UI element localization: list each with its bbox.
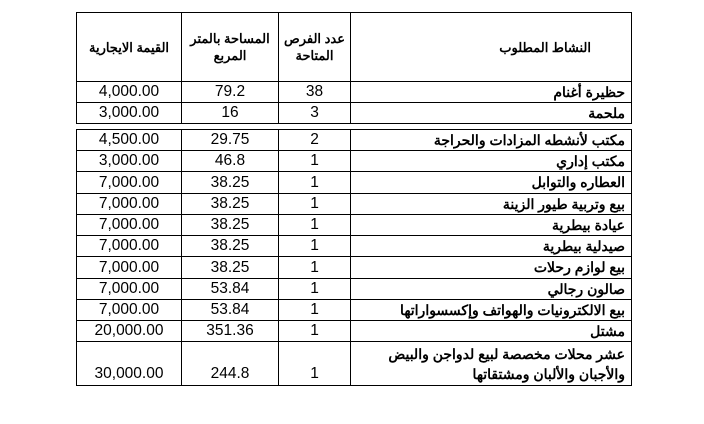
table-row <box>76 300 632 321</box>
count-cell: 1 <box>278 342 350 385</box>
rental-value-cell: 4,000.00 <box>98 83 160 100</box>
table-row <box>76 257 632 279</box>
activity-cell: مكتب لأنشطه المزادات والحراجة <box>350 130 631 150</box>
table-row <box>76 215 632 236</box>
table-row <box>76 194 632 215</box>
rental-value-cell: 7,000.00 <box>98 237 160 254</box>
rental-table <box>76 12 632 386</box>
table-row <box>76 342 632 386</box>
header-opportunities: عدد الفرص المتاحة <box>278 13 350 81</box>
activity-cell <box>350 342 631 385</box>
area-cell: 244.8 <box>181 342 278 385</box>
table-row <box>76 129 632 151</box>
rental-value-cell: 7,000.00 <box>98 216 160 233</box>
table-row <box>76 103 632 124</box>
table-row <box>76 82 632 103</box>
count-cell: 1 <box>278 300 350 320</box>
area-cell: 38.25 <box>181 172 278 193</box>
activity-cell: صيدلية بيطرية <box>350 236 631 256</box>
activity-cell: العطاره والتوابل <box>350 172 631 193</box>
table-row <box>76 151 632 172</box>
area-cell: 53.84 <box>181 300 278 320</box>
activity-cell: بيع وتربية طيور الزينة <box>350 194 631 214</box>
rental-value-cell: 7,000.00 <box>98 195 160 212</box>
table-header-row <box>76 12 632 82</box>
count-cell: 1 <box>278 151 350 171</box>
header-rental-value: القيمة الايجارية <box>88 39 170 55</box>
rental-value-cell: 7,000.00 <box>98 258 160 276</box>
rental-value-cell: 7,000.00 <box>98 280 160 297</box>
count-cell: 3 <box>278 103 350 123</box>
table-row <box>76 172 632 194</box>
area-cell: 79.2 <box>181 82 278 102</box>
header-activity: النشاط المطلوب <box>350 13 631 81</box>
activity-cell: حظيرة أغنام <box>350 82 631 102</box>
rental-value-cell: 3,000.00 <box>98 104 160 121</box>
rental-value-cell: 7,000.00 <box>98 173 160 191</box>
activity-cell: بيع الالكترونيات والهواتف وإكسسواراتها <box>350 300 631 320</box>
rental-value-cell: 7,000.00 <box>98 301 160 318</box>
area-cell: 53.84 <box>181 279 278 299</box>
rental-value-cell: 4,500.00 <box>98 131 160 148</box>
count-cell: 1 <box>278 321 350 341</box>
table-row <box>76 279 632 300</box>
count-cell: 1 <box>278 194 350 214</box>
activity-cell: مكتب إداري <box>350 151 631 171</box>
count-cell: 1 <box>278 257 350 278</box>
area-cell: 38.25 <box>181 236 278 256</box>
activity-cell: مشتل <box>350 321 631 341</box>
table-row <box>76 236 632 257</box>
rental-value-cell: 30,000.00 <box>94 365 164 382</box>
activity-cell: ملحمة <box>350 103 631 123</box>
count-cell: 1 <box>278 215 350 235</box>
count-cell: 1 <box>278 279 350 299</box>
area-cell: 29.75 <box>181 130 278 150</box>
area-cell: 38.25 <box>181 194 278 214</box>
area-cell: 351.36 <box>181 321 278 341</box>
activity-cell: صالون رجالي <box>350 279 631 299</box>
area-cell: 38.25 <box>181 215 278 235</box>
count-cell: 1 <box>278 236 350 256</box>
count-cell: 38 <box>278 82 350 102</box>
rental-value-cell: 20,000.00 <box>94 322 164 339</box>
activity-cell: عيادة بيطرية <box>350 215 631 235</box>
area-cell: 16 <box>181 103 278 123</box>
header-area: المساحة بالمتر المربع <box>181 13 278 81</box>
table-row <box>76 321 632 342</box>
area-cell: 38.25 <box>181 257 278 278</box>
area-cell: 46.8 <box>181 151 278 171</box>
activity-cell: بيع لوازم رحلات <box>350 257 631 278</box>
count-cell: 1 <box>278 172 350 193</box>
activity-text: عشر محلات مخصصة لبيع لدواجن والبيض والأجبان والألبان ومشتقاتها <box>388 345 625 382</box>
count-cell: 2 <box>278 130 350 150</box>
rental-value-cell: 3,000.00 <box>98 152 160 169</box>
